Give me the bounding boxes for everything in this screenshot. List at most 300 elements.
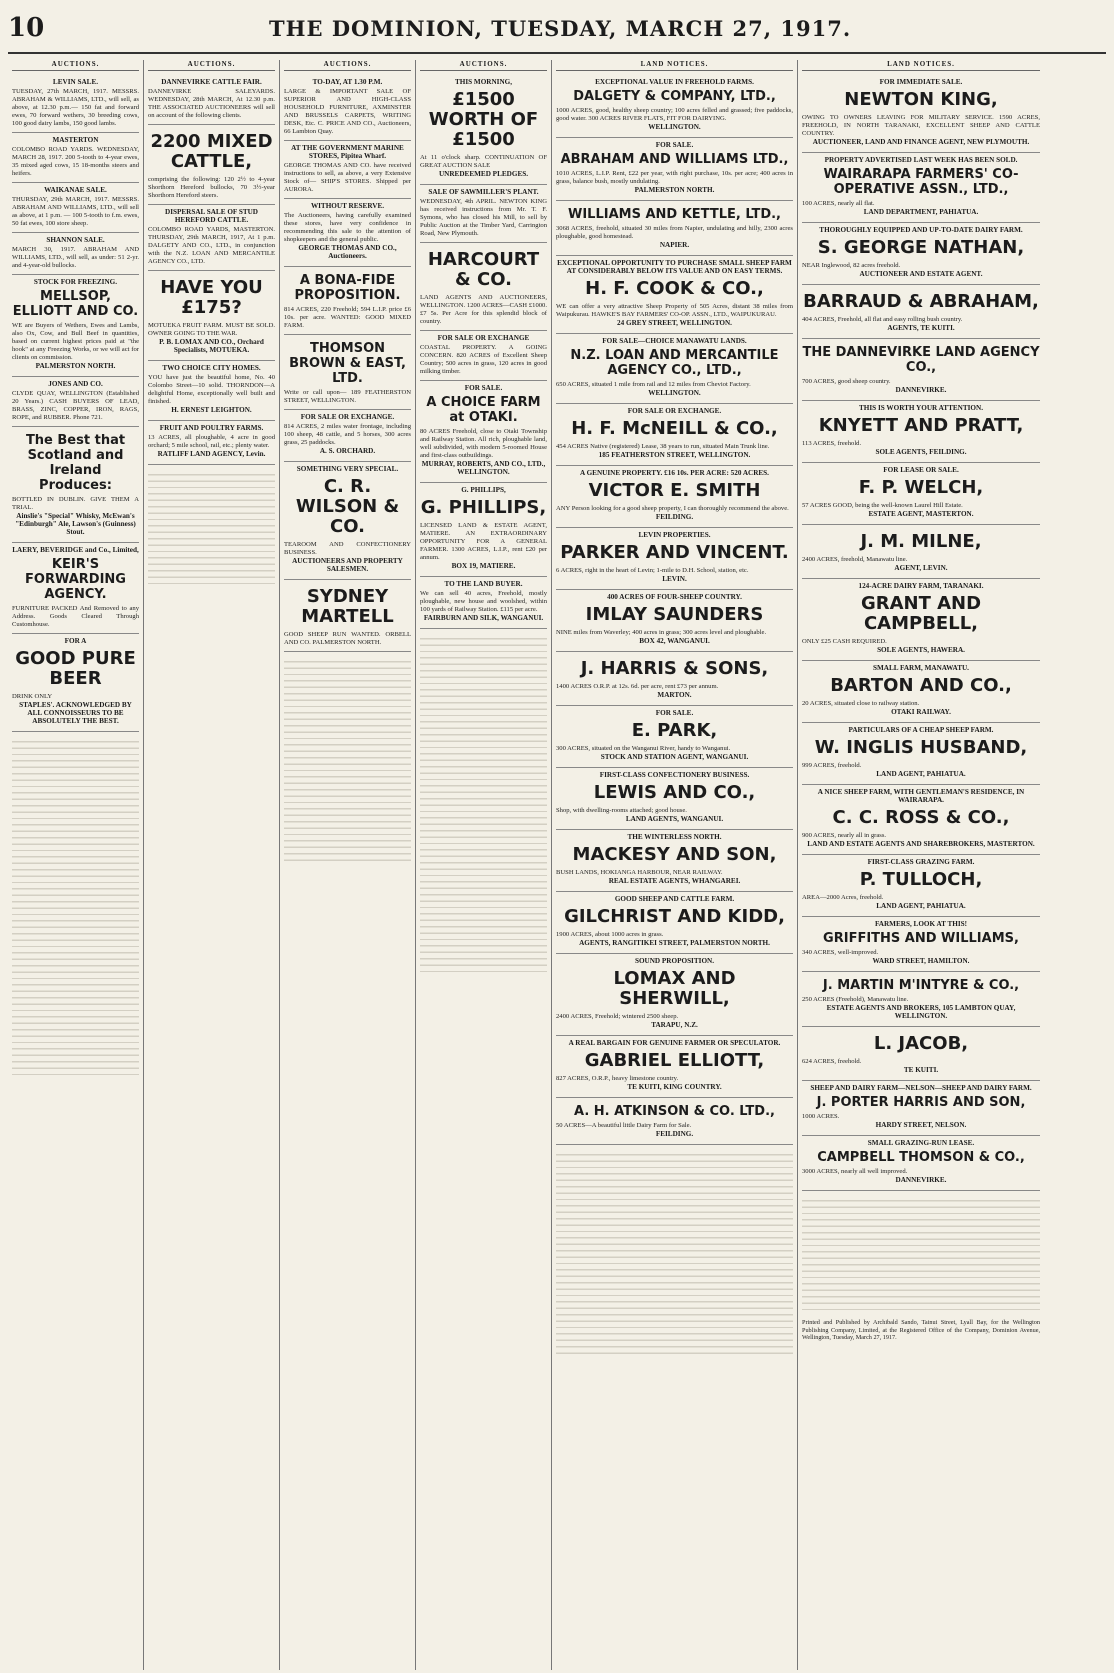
ad-title: 400 ACRES OF FOUR-SHEEP COUNTRY. [607, 593, 742, 601]
advertisement [148, 421, 275, 465]
advertisement [802, 972, 1040, 1027]
ad-text: 6 ACRES, right in the heart of Levin; 1-mile to D.H. School, station, etc. [556, 567, 749, 574]
ad-signature: LEVIN. [662, 575, 687, 583]
column-4 [416, 60, 552, 1670]
ad-title: SHANNON SALE. [46, 236, 105, 244]
text-filler [556, 1149, 793, 1359]
ad-heading: GABRIEL ELLIOTT, [584, 1050, 765, 1071]
ad-signature: LAND AGENT, PAHIATUA. [876, 770, 966, 778]
ad-heading: P. TULLOCH, [859, 869, 983, 890]
ad-text: 1900 ACRES, about 1000 acres in grass. [556, 931, 664, 938]
ad-signature: AGENT, LEVIN. [894, 564, 948, 572]
ad-text: COASTAL PROPERTY. A GOING CONCERN. 820 ACRES of Excellent Sheep Country; 500 acres in grass, 120 acres in good milking timber. [420, 344, 547, 375]
ad-signature: AUCTIONEER AND ESTATE AGENT. [859, 270, 983, 278]
ad-heading: £1500 WORTH OF £1500 [428, 89, 539, 150]
ad-signature: FEILDING. [655, 1130, 694, 1138]
column-head: AUCTIONS. [12, 60, 139, 71]
advertisement [556, 590, 793, 652]
ad-text: 1000 ACRES. [802, 1113, 840, 1120]
ad-signature: P. B. LOMAX AND CO., Orchard Specialists, MOTUEKA. [159, 338, 264, 354]
ad-signature: H. ERNEST LEIGHTON. [171, 406, 252, 414]
ad-signature: OTAKI RAILWAY. [891, 708, 951, 716]
ad-heading: GILCHRIST AND KIDD, [564, 906, 785, 927]
ad-signature: A. S. ORCHARD. [319, 447, 376, 455]
ad-text: 1400 ACRES O.R.P. at 12s. 6d. per acre, rent £73 per annum. [556, 683, 719, 690]
ad-signature: MARTON. [657, 691, 692, 699]
ad-signature: AGENTS, TE KUITI. [887, 324, 955, 332]
ad-title: PARTICULARS OF A CHEAP SHEEP FARM. [848, 726, 994, 734]
advertisement [556, 201, 793, 256]
ad-heading: LEWIS AND CO., [593, 782, 756, 803]
advertisement [284, 410, 411, 462]
ad-signature: LAND AGENT, PAHIATUA. [876, 902, 966, 910]
advertisement [556, 256, 793, 334]
ad-text: DANNEVIRKE SALEYARDS. WEDNESDAY, 28th MARCH, At 12.30 p.m. THE ASSOCIATED AUCTIONEERS will sell on account of the following clients. [148, 88, 275, 119]
ad-text: We can sell 40 acres, Freehold, mostly ploughable, new house and woolshed, within 100 yards of Railway Station. £115 per acre. [420, 590, 547, 613]
ad-signature: ESTATE AGENTS AND BROKERS, 105 LAMBTON QUAY, WELLINGTON. [826, 1004, 1016, 1020]
advertisement [284, 199, 411, 267]
ad-text: 814 ACRES, 220 Freehold; 594 L.I.P. price £6 10s. per acre. WANTED: GOOD MIXED FARM. [284, 306, 411, 329]
advertisement [802, 855, 1040, 917]
ad-signature: AGENTS, RANGITIKEI STREET, PALMERSTON NORTH. [579, 939, 770, 947]
ad-title: FOR SALE OR EXCHANGE. [300, 413, 395, 421]
ad-signature: FAIRBURN AND SILK, WANGANUI. [423, 614, 544, 622]
advertisement [12, 183, 139, 233]
ad-text: GEORGE THOMAS AND CO. have received instructions to sell, as above, a very Extensive Stock of— SHIP'S STORES. Shipped per AURORA. [284, 162, 411, 193]
advertisement [802, 463, 1040, 525]
advertisement [802, 153, 1040, 223]
advertisement [284, 75, 411, 141]
ad-title: FOR IMMEDIATE SALE. [879, 78, 963, 86]
ad-title: FOR SALE. [464, 384, 503, 392]
advertisement [12, 233, 139, 275]
ad-heading: MELLSOP, ELLIOTT AND CO. [12, 289, 139, 319]
ad-title: FOR LEASE OR SALE. [883, 466, 959, 474]
ad-title: PROPERTY ADVERTISED LAST WEEK HAS BEEN SOLD. [824, 156, 1018, 164]
ad-text: CLYDE QUAY, WELLINGTON (Established 20 Years.) CASH BUYERS OF LEAD, BRASS, ZINC, COPPER, IRON, RAGS, ROPE, and RUBBER. Phone 721. [12, 390, 139, 421]
ad-signature: STAPLES'. ACKNOWLEDGED BY ALL CONNOISSEURS TO BE ABSOLUTELY THE BEST. [19, 701, 132, 725]
ad-heading: L. JACOB, [873, 1033, 969, 1054]
ad-heading: A. H. ATKINSON & CO. LTD., [574, 1104, 775, 1119]
advertisement [420, 243, 547, 331]
ad-heading: VICTOR E. SMITH [588, 480, 761, 501]
ad-text: NEAR Inglewood, 82 acres freehold. [802, 262, 901, 269]
ad-text: comprising the following: 120 2½ to 4-year Shorthorn Hereford bullocks, 70 3½-year Shorthorn Hereford steers. [148, 176, 275, 199]
text-filler [148, 469, 275, 589]
ad-heading: LOMAX AND SHERWILL, [613, 968, 736, 1009]
ad-heading: WAIRARAPA FARMERS' CO-OPERATIVE ASSN., LTD., [823, 167, 1019, 197]
advertisement [802, 917, 1040, 972]
column-head: AUCTIONS. [148, 60, 275, 71]
ad-text: LICENSED LAND & ESTATE AGENT, MATIERE. AN EXTRAORDINARY OPPORTUNITY FOR A GENERAL FARMER. 1300 ACRES, L.I.P., rent £20 per annum. [420, 522, 547, 561]
ad-signature: PALMERSTON NORTH. [634, 186, 715, 194]
ad-signature: GEORGE THOMAS AND CO., Auctioneers. [298, 244, 397, 260]
ad-title: DANNEVIRKE CATTLE FAIR. [161, 78, 262, 86]
ad-title: FOR A [64, 637, 87, 645]
ad-heading: H. F. McNEILL & CO., [571, 418, 778, 439]
masthead [8, 10, 1106, 54]
ad-heading: DALGETY & COMPANY, LTD., [573, 89, 776, 104]
ad-signature: WELLINGTON. [648, 389, 701, 397]
ad-title: TO-DAY, AT 1.30 P.M. [312, 78, 383, 86]
ad-signature: AUCTIONEERS AND PROPERTY SALESMEN. [292, 557, 403, 573]
advertisement [802, 661, 1040, 723]
ad-text: BUSH LANDS, HOKIANGA HARBOUR, NEAR RAILWAY. [556, 869, 723, 876]
ad-heading: J. MARTIN M'INTYRE & CO., [822, 978, 1020, 993]
advertisement [802, 785, 1040, 855]
ad-heading: KNYETT AND PRATT, [818, 415, 1024, 436]
ad-signature: 24 GREY STREET, WELLINGTON. [617, 319, 732, 327]
ad-heading: NEWTON KING, [844, 89, 998, 110]
ad-title: STOCK FOR FREEZING. [33, 278, 118, 286]
advertisement [802, 579, 1040, 661]
ad-title: A REAL BARGAIN FOR GENUINE FARMER OR SPECULATOR. [568, 1039, 781, 1047]
ad-heading: W. INGLIS HUSBAND, [814, 737, 1028, 758]
ad-signature: TE KUITI, KING COUNTRY. [627, 1083, 722, 1091]
ad-text: WE are Buyers of Wethers, Ewes and Lambs, also Ox, Cow, and Bull Beef in quantities, based on current highest prices paid at "the hook" at any Freezing Works, or we will act for clients on commission. [12, 322, 139, 361]
ad-text: TUESDAY, 27th MARCH, 1917. MESSRS. ABRAHAM & WILLIAMS, LTD., will sell, as above, at 12.30 p.m.— 150 fat and forward ewes, 70 forward wethers, 30 breeding cows, 100 good dairy lambs, 150 good lambs. [12, 88, 139, 127]
ad-signature: BOX 42, WANGANUI. [639, 637, 710, 645]
ad-signature: BOX 19, MATIERE. [451, 562, 516, 570]
advertisement [420, 483, 547, 577]
advertisement [420, 381, 547, 483]
ad-heading: E. PARK, [631, 720, 718, 741]
ad-text: 827 ACRES, O.R.P., heavy limestone country. [556, 1075, 679, 1082]
ad-title: FRUIT AND POULTRY FARMS. [159, 424, 264, 432]
ad-heading: GRIFFITHS AND WILLIAMS, [823, 931, 1019, 946]
ad-signature: MURRAY, ROBERTS, AND CO., LTD., WELLINGTON. [421, 460, 546, 476]
ad-text: AREA—2000 Acres, freehold. [802, 894, 884, 901]
advertisement [802, 339, 1040, 401]
advertisement [12, 275, 139, 377]
advertisement [420, 331, 547, 381]
ad-heading: C. R. WILSON & CO. [295, 476, 400, 537]
ad-title: FARMERS, LOOK AT THIS! [874, 920, 968, 928]
ad-text: Write or call upon— 189 FEATHERSTON STREET, WELLINGTON. [284, 389, 411, 404]
advertisement [148, 271, 275, 361]
advertisement [556, 706, 793, 768]
ad-title: FIRST-CLASS CONFECTIONERY BUSINESS. [599, 771, 750, 779]
column-6 [798, 60, 1044, 1670]
ad-text: Shop, with dwelling-rooms attached; good house. [556, 807, 687, 814]
ad-signature: 185 FEATHERSTON STREET, WELLINGTON. [598, 451, 751, 459]
advertisement [802, 1136, 1040, 1191]
ad-text: COLOMBO ROAD YARDS, MASTERTON. THURSDAY, 29th MARCH, 1917, At 1 p.m. DALGETY AND CO., LTD., in conjunction with the N.Z. LOAN AND MERCANTILE AGENCY CO., LTD. [148, 226, 275, 265]
ad-signature: ESTATE AGENT, MASTERTON. [868, 510, 974, 518]
text-filler [420, 633, 547, 973]
ad-title: FOR SALE OR EXCHANGE [437, 334, 530, 342]
ad-signature: STOCK AND STATION AGENT, WANGANUI. [600, 753, 749, 761]
ad-title: SALE OF SAWMILLER'S PLANT. [428, 188, 539, 196]
ad-heading: N.Z. LOAN AND MERCANTILE AGENCY CO., LTD., [570, 348, 779, 378]
ad-text: LARGE & IMPORTANT SALE OF SUPERIOR AND HIGH-CLASS HOUSEHOLD FURNITURE, AXMINSTER AND BRUSSELS CARPETS, WRITING DESK, Etc. C. PRICE AND CO., Auctioneers, 66 Lambton Quay. [284, 88, 411, 135]
ad-signature: LAND AND ESTATE AGENTS AND SHAREBROKERS, MASTERTON. [807, 840, 1035, 848]
page-number: 10 [8, 13, 45, 43]
column-head: LAND NOTICES. [556, 60, 793, 71]
ad-heading: A BONA-FIDE PROPOSITION. [294, 273, 401, 303]
ad-text: THURSDAY, 29th MARCH, 1917. MESSRS. ABRAHAM AND WILLIAMS, LTD., will sell as above, at 1 p.m. — 100 5-tooth to f.m. ewes, 50 fat ewes, 100 store sheep. [12, 196, 139, 227]
ad-signature: REAL ESTATE AGENTS, WHANGAREI. [608, 877, 741, 885]
ad-heading: WILLIAMS AND KETTLE, LTD., [567, 207, 781, 222]
advertisement [802, 1081, 1040, 1136]
ad-signature: RATLIFF LAND AGENCY, Levin. [157, 450, 266, 458]
ad-title: SHEEP AND DAIRY FARM—NELSON—SHEEP AND DAIRY FARM. [810, 1084, 1032, 1092]
ad-heading: J. M. MILNE, [860, 531, 982, 552]
ad-text: 454 ACRES Native (registered) Lease, 38 years to run, situated Main Trunk line. [556, 443, 770, 450]
ad-heading: ABRAHAM AND WILLIAMS LTD., [560, 152, 789, 167]
advertisement [12, 377, 139, 427]
ad-text: DRINK ONLY [12, 693, 53, 700]
ad-heading: GOOD PURE BEER [15, 648, 136, 689]
ad-text: 3000 ACRES, nearly all well improved. [802, 1168, 908, 1175]
ad-title: AT THE GOVERNMENT MARINE STORES, Pipitea Wharf. [291, 144, 404, 160]
ad-heading: The Best that Scotland and Ireland Produces: [25, 433, 126, 493]
ad-title: JONES AND CO. [48, 380, 103, 388]
advertisement [12, 133, 139, 183]
ad-title: LEVIN SALE. [52, 78, 99, 86]
ad-text: 814 ACRES, 2 miles water frontage, including 100 sheep, 48 cattle, and 5 horses, 300 acres grass, 25 paddocks. [284, 423, 411, 446]
column-head: AUCTIONS. [284, 60, 411, 71]
ad-text: 1000 ACRES, good, healthy sheep country; 100 acres felled and grassed; five paddocks, good water. 300 ACRES RIVER FLATS, FIT FOR DAIRYING. [556, 107, 793, 122]
ad-text: 250 ACRES (Freehold), Manawatu line. [802, 996, 909, 1003]
ad-title: TWO CHOICE CITY HOMES. [162, 364, 261, 372]
ad-heading: HAVE YOU £175? [160, 277, 263, 318]
advertisement [556, 1098, 793, 1145]
advertisement [12, 543, 139, 634]
ad-heading: H. F. COOK & CO., [585, 278, 764, 299]
text-filler [802, 1195, 1040, 1315]
advertisement [420, 577, 547, 629]
ad-title: LAERY, BEVERIDGE and Co., Limited, [12, 546, 139, 554]
advertisement [802, 525, 1040, 579]
advertisement [284, 335, 411, 410]
ad-text: WEDNESDAY, 4th APRIL. NEWTON KING has received instructions from Mr. T. F. Symons, who has closed his Mill, to sell by Public Auction at the Timber Yard, Carrington Road, New Plymouth. [420, 198, 547, 237]
column-1 [8, 60, 144, 1670]
column-head: AUCTIONS. [420, 60, 547, 71]
ad-title: GOOD SHEEP AND CATTLE FARM. [614, 895, 735, 903]
ad-title: SMALL GRAZING-RUN LEASE. [867, 1139, 975, 1147]
ad-title: WITHOUT RESERVE. [310, 202, 385, 210]
ad-text: GOOD SHEEP RUN WANTED. ORBELL AND CO. PALMERSTON NORTH. [284, 631, 411, 646]
advertisement [148, 125, 275, 205]
advertisement [556, 334, 793, 404]
ad-signature: TE KUITI. [903, 1066, 939, 1074]
ad-heading: BARRAUD & ABRAHAM, [803, 291, 1039, 312]
ad-heading: F. P. WELCH, [858, 477, 984, 498]
advertisement [148, 75, 275, 125]
ad-signature: NAPIER. [659, 241, 690, 249]
advertisement [420, 185, 547, 243]
ad-heading: PARKER AND VINCENT. [560, 542, 789, 563]
advertisement [556, 466, 793, 528]
ad-title: 124-ACRE DAIRY FARM, TARANAKI. [858, 582, 984, 590]
ad-title: FOR SALE. [655, 709, 694, 717]
ad-text: The Auctioneers, having carefully examined these stores, have very confidence in recommending this sale to the attention of shopkeepers and the general public. [284, 212, 411, 243]
ad-text: 3068 ACRES, freehold, situated 30 miles from Napier, undulating and hilly, 2300 acres ploughable, good homestead. [556, 225, 793, 240]
ad-title: WAIKANAE SALE. [44, 186, 107, 194]
ad-title: FOR SALE OR EXCHANGE. [627, 407, 722, 415]
ad-text: 57 ACRES GOOD, being the well-known Laurel Hill Estate. [802, 502, 963, 509]
columns [8, 60, 1106, 1670]
advertisement [284, 141, 411, 199]
ad-text: 900 ACRES, nearly all in grass. [802, 832, 887, 839]
ad-text: WE can offer a very attractive Sheep Property of 505 Acres, distant 38 miles from Waipukurau. HAWKE'S BAY FARMERS' CO-OP. ASSN., LTD., WAIPUKURAU. [556, 303, 793, 318]
ad-text: 100 ACRES, nearly all flat. [802, 200, 875, 207]
ad-signature: WARD STREET, HAMILTON. [872, 957, 970, 965]
ad-text: LAND AGENTS AND AUCTIONEERS, WELLINGTON. 1200 ACRES—CASH £1000. £7 5s. Per Acre for this splendid block of country. [420, 294, 547, 325]
ad-text: OWING TO OWNERS LEAVING FOR MILITARY SERVICE. 1590 ACRES, FREEHOLD, IN NORTH TARANAKI, EXCELLENT SHEEP AND CATTLE COUNTRY. [802, 114, 1040, 137]
ad-text: NINE miles from Waverley; 400 acres in grass; 300 acres level and ploughable. [556, 629, 767, 636]
ad-text: 113 ACRES, freehold. [802, 440, 862, 447]
ad-signature: FEILDING. [655, 513, 694, 521]
advertisement [284, 580, 411, 652]
ad-title: FIRST-CLASS GRAZING FARM. [867, 858, 975, 866]
ad-signature: LAND AGENTS, WANGANUI. [625, 815, 724, 823]
ad-text: ONLY £25 CASH REQUIRED. [802, 638, 887, 645]
ad-text: 80 ACRES Freehold, close to Otaki Township and Railway Station. All rich, ploughable land, well subdivided, with modern 5-roomed House and first-class outbuildings. [420, 428, 547, 459]
ad-heading: CAMPBELL THOMSON & CO., [817, 1150, 1025, 1165]
advertisement [148, 205, 275, 271]
advertisement [284, 267, 411, 335]
advertisement [284, 462, 411, 580]
ad-heading: G. PHILLIPS, [420, 497, 547, 518]
ad-text: TEAROOM AND CONFECTIONERY BUSINESS. [284, 541, 411, 556]
column-2 [144, 60, 280, 1670]
ad-text: COLOMBO ROAD YARDS. WEDNESDAY, MARCH 28, 1917. 200 5-tooth to 4-year ewes, 35 mixed aged cows, 15 18-months steers and heifers. [12, 146, 139, 177]
column-3 [280, 60, 416, 1670]
ad-title: DISPERSAL SALE OF STUD HEREFORD CATTLE. [165, 208, 258, 224]
advertisement [802, 75, 1040, 153]
advertisement [556, 652, 793, 706]
ad-text: 999 ACRES, freehold. [802, 762, 862, 769]
ad-heading: IMLAY SAUNDERS [585, 604, 764, 625]
ad-title: G. PHILLIPS, [461, 486, 506, 494]
ad-heading: KEIR'S FORWARDING AGENCY. [25, 557, 126, 602]
advertisement [148, 361, 275, 421]
ad-heading: A CHOICE FARM at OTAKI. [426, 395, 541, 425]
ad-title: EXCEPTIONAL VALUE IN FREEHOLD FARMS. [595, 78, 754, 86]
ad-heading: THOMSON BROWN & EAST, LTD. [289, 341, 406, 386]
ad-title: A NICE SHEEP FARM, WITH GENTLEMAN'S RESIDENCE, IN WAIRARAPA. [817, 788, 1025, 804]
ad-text: 340 ACRES, well-improved. [802, 949, 879, 956]
ad-heading: GRANT AND CAMPBELL, [860, 593, 982, 634]
ad-signature: Ainslie's "Special" Whisky, McEwan's "Edinburgh" Ale, Lawson's (Guinness) Stout. [15, 512, 136, 536]
ad-title: SOUND PROPOSITION. [634, 957, 715, 965]
ad-signature: AUCTIONEER, LAND AND FINANCE AGENT, NEW PLYMOUTH. [812, 138, 1030, 146]
ad-text: 2400 ACRES, Freehold; wintered 2500 sheep. [556, 1013, 679, 1020]
advertisement [556, 528, 793, 590]
advertisement [420, 75, 547, 185]
ad-heading: MACKESY AND SON, [572, 844, 777, 865]
column-head: LAND NOTICES. [802, 60, 1040, 71]
ad-heading: 2200 MIXED CATTLE, [150, 131, 273, 172]
ad-heading: SYDNEY MARTELL [301, 586, 394, 627]
ad-text: 13 ACRES, all ploughable, 4 acre in good orchard; 5 mile school, rail, etc.; plenty water. [148, 434, 275, 449]
advertisement [556, 75, 793, 138]
ad-title: EXCEPTIONAL OPPORTUNITY TO PURCHASE SMALL SHEEP FARM AT CONSIDERABLY BELOW ITS VALUE AND ON EASY TERMS. [557, 259, 792, 275]
ad-title: SOMETHING VERY SPECIAL. [296, 465, 399, 473]
advertisement [556, 768, 793, 830]
ad-title: FOR SALE—CHOICE MANAWATU LANDS. [602, 337, 747, 345]
ad-heading: S. GEORGE NATHAN, [817, 237, 1025, 258]
ad-heading: BARTON AND CO., [830, 675, 1012, 696]
ad-title: LEVIN PROPERTIES. [638, 531, 711, 539]
text-filler [284, 656, 411, 866]
ad-text: BOTTLED IN DUBLIN. GIVE THEM A TRIAL. [12, 496, 139, 511]
ad-heading: HARCOURT & CO. [427, 249, 540, 290]
imprint: Printed and Published by Archibald Sando, Tainui Street, Lyall Bay, for the Wellington Publishing Company, Limited, at the Registered Office of the Company, Dominion Avenue, Wellington, Tuesday, March 27, 1917. [802, 1319, 1040, 1341]
advertisement [802, 285, 1040, 339]
ad-text: 50 ACRES—A beautiful little Dairy Farm for Sale. [556, 1122, 692, 1129]
ad-text: FURNITURE PACKED And Removed to any Address. Goods Cleared Through Customhouse. [12, 605, 139, 628]
ad-signature: UNREDEEMED PLEDGES. [438, 170, 529, 178]
ad-text: 404 ACRES, Freehold, all flat and easy rolling bush country. [802, 316, 963, 323]
advertisement [12, 75, 139, 133]
advertisement [802, 723, 1040, 785]
advertisement [556, 404, 793, 466]
ad-signature: SOLE AGENTS, HAWERA. [877, 646, 965, 654]
ad-title: FOR SALE. [655, 141, 694, 149]
ad-text: 650 ACRES, situated 1 mile from rail and 12 miles from Cheviot Factory. [556, 381, 751, 388]
ad-text: 624 ACRES, freehold. [802, 1058, 862, 1065]
ad-text: ANY Person looking for a good sheep property, I can thoroughly recommend the above. [556, 505, 789, 512]
ad-text: 300 ACRES, situated on the Wanganui River, handy to Wanganui. [556, 745, 731, 752]
ad-text: 1010 ACRES, L.I.P. Rent, £22 per year, with right purchase, 10s. per acre; 400 acres in grass, balance bush, mostly undulating. [556, 170, 793, 185]
advertisement [556, 138, 793, 201]
ad-signature: SOLE AGENTS, FEILDING. [875, 448, 967, 456]
ad-text: MOTUEKA FRUIT FARM. MUST BE SOLD. OWNER GOING TO THE WAR. [148, 322, 275, 337]
ad-title: A GENUINE PROPERTY. £16 10s. PER ACRE: 520 ACRES. [580, 469, 769, 477]
ad-signature: PALMERSTON NORTH. [35, 362, 116, 370]
ad-text: 700 ACRES, good sheep country. [802, 378, 891, 385]
ad-title: THIS MORNING, [454, 78, 513, 86]
ad-signature: HARDY STREET, NELSON. [875, 1121, 967, 1129]
ad-signature: WELLINGTON. [648, 123, 701, 131]
advertisement [556, 830, 793, 892]
ad-signature: LAND DEPARTMENT, PAHIATUA. [863, 208, 979, 216]
advertisement [802, 1027, 1040, 1081]
ad-heading: THE DANNEVIRKE LAND AGENCY CO., [802, 345, 1040, 375]
advertisement [12, 634, 139, 732]
ad-heading: C. C. ROSS & CO., [832, 807, 1010, 828]
ad-title: THIS IS WORTH YOUR ATTENTION. [858, 404, 984, 412]
ad-heading: J. HARRIS & SONS, [580, 658, 769, 679]
ad-text: YOU have just the beautiful home, No. 40 Colombo Street—10 solid. THORNDON—A delightful Home, exceptionally well built and finished. [148, 374, 275, 405]
ad-title: TO THE LAND BUYER. [444, 580, 523, 588]
ad-title: THE WINTERLESS NORTH. [627, 833, 722, 841]
ad-title: SMALL FARM, MANAWATU. [873, 664, 969, 672]
ad-title: MASTERTON [52, 136, 99, 144]
ad-text: MARCH 30, 1917. ABRAHAM AND WILLIAMS, LTD., will sell, as under: 51 2-yr. and 4-year-old bullocks. [12, 246, 139, 269]
paper-title: THE DOMINION, TUESDAY, MARCH 27, 1917. [269, 15, 852, 41]
ad-text: At 11 o'clock sharp. CONTINUATION OF GREAT AUCTION SALE [420, 154, 547, 169]
text-filler [12, 736, 139, 1076]
advertisement [12, 427, 139, 543]
ad-title: THOROUGHLY EQUIPPED AND UP-TO-DATE DAIRY FARM. [819, 226, 1023, 234]
ad-heading: J. PORTER HARRIS AND SON, [816, 1095, 1026, 1110]
advertisement [556, 954, 793, 1036]
ad-text: 2400 ACRES, freehold, Manawatu line. [802, 556, 908, 563]
ad-signature: TARAPU, N.Z. [651, 1021, 698, 1029]
ad-signature: DANNEVIRKE. [895, 1176, 947, 1184]
advertisement [556, 892, 793, 954]
advertisement [556, 1036, 793, 1098]
ad-text: 20 ACRES, situated close to railway station. [802, 700, 920, 707]
ad-signature: DANNEVIRKE. [895, 386, 947, 394]
column-5 [552, 60, 798, 1670]
advertisement [802, 223, 1040, 285]
advertisement [802, 401, 1040, 463]
